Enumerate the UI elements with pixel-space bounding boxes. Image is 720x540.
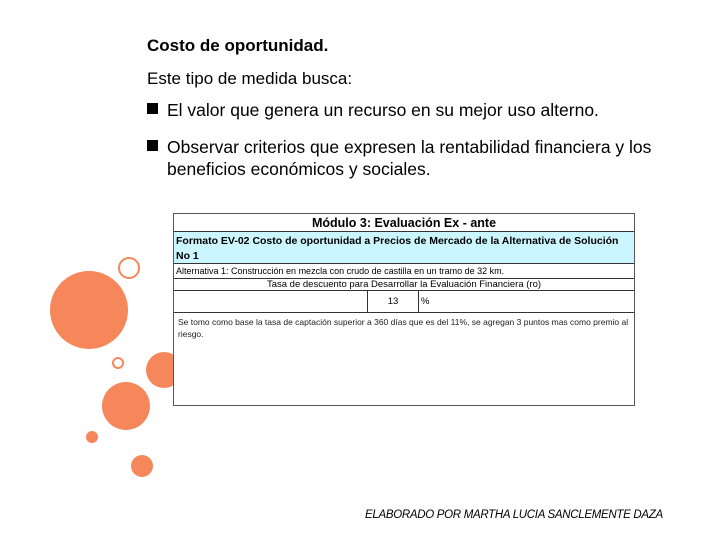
- format-title: Formato EV-02 Costo de oportunidad a Precios de Mercado de la Alternativa de Solución No 1: [174, 232, 634, 264]
- spreadsheet-panel: [173, 213, 635, 406]
- bullet-text: El valor que genera un recurso en su mejor uso alterno.: [167, 100, 599, 120]
- decor-dot-left: [86, 431, 98, 443]
- rate-unit: %: [421, 296, 430, 307]
- decor-circle-lower: [102, 382, 150, 430]
- rate-value: 13: [367, 291, 419, 312]
- bullet-text: Observar criterios que expresen la rentabilidad financiera y los beneficios económicos y sociales.: [167, 137, 652, 179]
- decor-circle-large: [50, 271, 128, 349]
- bullet-item-2: [147, 136, 687, 180]
- decor-ring-top: [118, 257, 140, 279]
- square-bullet-icon: [147, 140, 158, 151]
- alternative-description: Alternativa 1: Construcción en mezcla con crudo de castilla en un tramo de 32 km.: [174, 264, 634, 279]
- slide-title: Costo de oportunidad.: [147, 36, 329, 55]
- module-title: Módulo 3: Evaluación Ex - ante: [174, 214, 634, 232]
- footer-credit: ELABORADO POR MARTHA LUCIA SANCLEMENTE DAZA: [365, 509, 663, 521]
- rate-row: [174, 291, 634, 313]
- rate-label: Tasa de descuento para Desarrollar la Evaluación Financiera (ro): [174, 279, 634, 291]
- square-bullet-icon: [147, 103, 158, 114]
- rate-note: Se tomo como base la tasa de captación superior a 360 días que es del 11%, se agregan 3 puntos mas como premio al riesgo.: [174, 313, 634, 406]
- decor-circle-bottom: [131, 455, 153, 477]
- slide-intro: Este tipo de medida busca:: [147, 69, 353, 88]
- bullet-item-1: [147, 99, 687, 121]
- decor-ring-small: [112, 357, 124, 369]
